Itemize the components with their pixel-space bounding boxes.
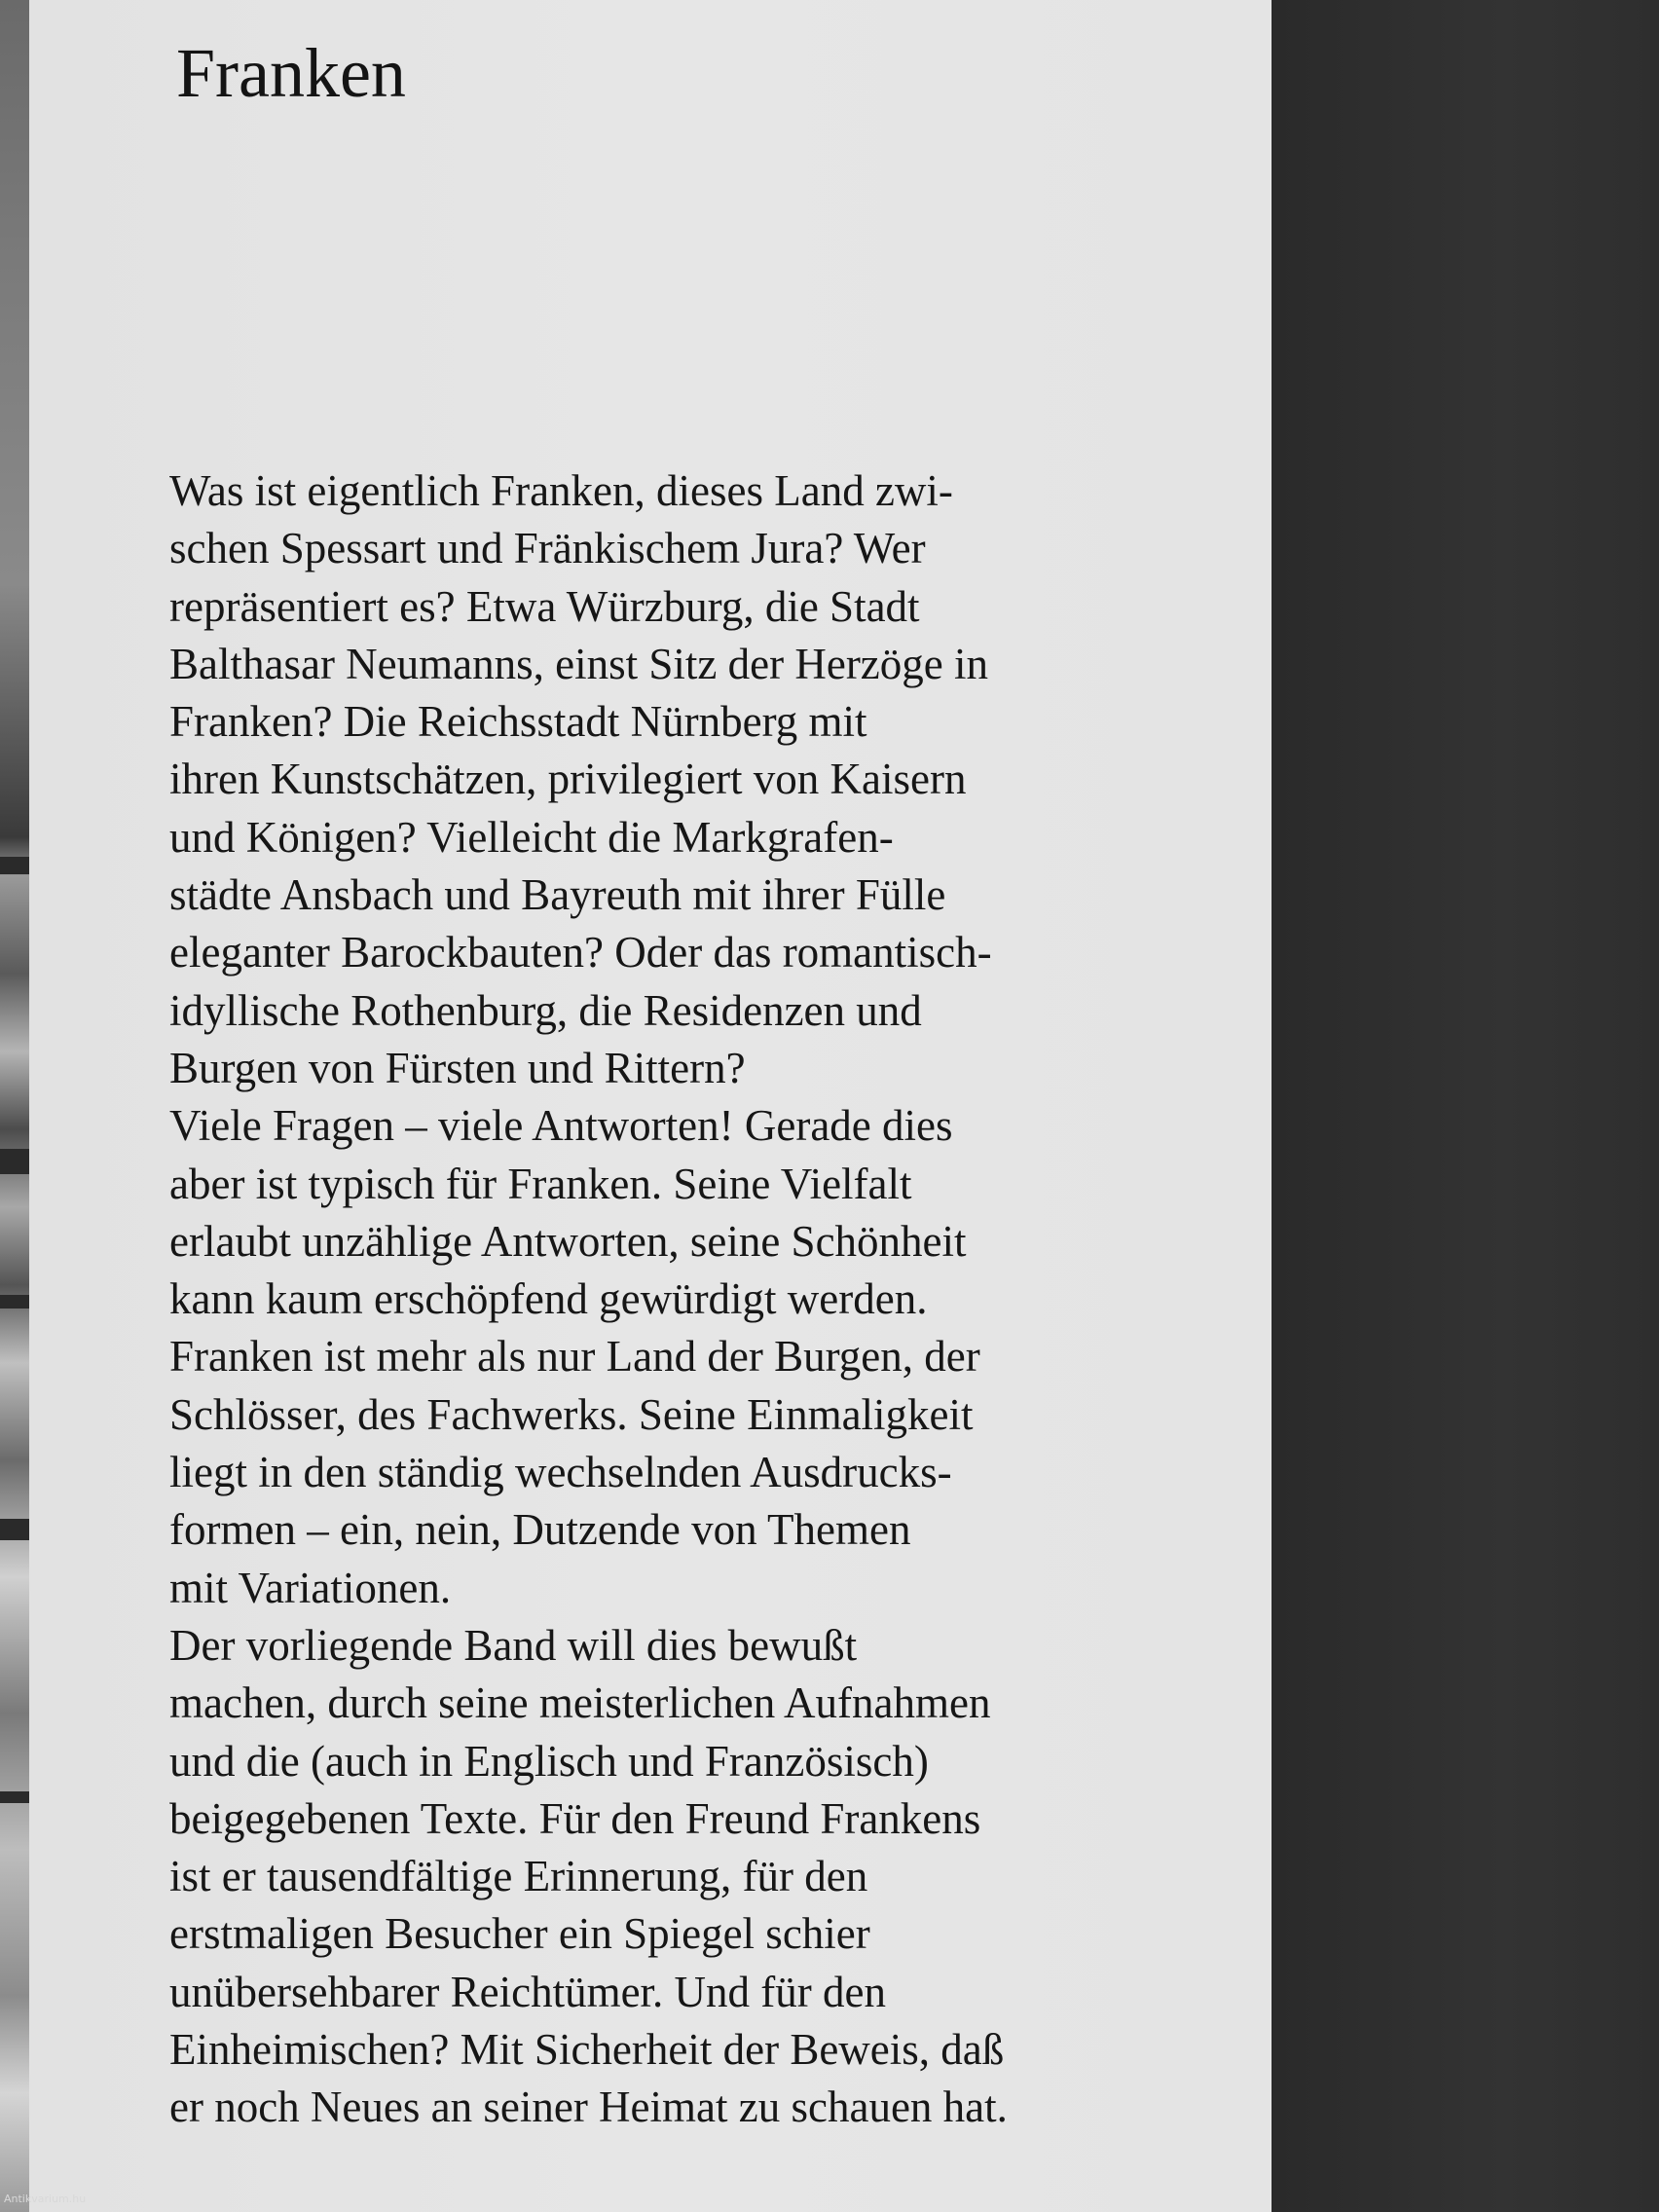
body-text-line: unübersehbarer Reichtümer. Und für den — [169, 1967, 886, 2016]
body-text-line: machen, durch seine meisterlichen Aufnahmen — [169, 1678, 991, 1728]
photo-strip-band — [0, 1791, 29, 1803]
body-text-line: Balthasar Neumanns, einst Sitz der Herzöge in — [169, 639, 989, 688]
body-text-line: liegt in den ständig wechselnden Ausdrucks- — [169, 1448, 952, 1497]
body-text-line: idyllische Rothenburg, die Residenzen und — [169, 985, 922, 1035]
body-text-line: Viele Fragen – viele Antworten! Gerade dies — [169, 1101, 953, 1151]
body-text-line: repräsentiert es? Etwa Würzburg, die Stadt — [169, 581, 920, 631]
body-text-line: er noch Neues an seiner Heimat zu schauen hat. — [169, 2083, 1008, 2132]
body-text-line: beigegebenen Texte. Für den Freund Frankens — [169, 1793, 981, 1843]
body-text-line: Einheimischen? Mit Sicherheit der Beweis, daß — [169, 2025, 1005, 2075]
photo-strip-band — [0, 1295, 29, 1309]
photo-strip-band — [0, 1149, 29, 1174]
body-text-line: ihren Kunstschätzen, privilegiert von Kaisern — [169, 755, 967, 804]
body-paragraphs — [169, 462, 1143, 2137]
photo-strip-band — [0, 857, 29, 874]
body-text-line: ist er tausendfältige Erinnerung, für den — [169, 1852, 868, 1901]
body-text-line: erlaubt unzählige Antworten, seine Schönheit — [169, 1216, 967, 1266]
body-text-line: mit Variationen. — [169, 1563, 452, 1612]
dark-background — [1272, 0, 1659, 2212]
body-text-line: Was ist eigentlich Franken, dieses Land zwi- — [169, 466, 953, 515]
watermark-text: Antikvarium.hu — [4, 2193, 87, 2205]
facing-page-photo-strip — [0, 0, 29, 2212]
photo-strip-band — [0, 1519, 29, 1540]
body-text-line: Der vorliegende Band will dies bewußt — [169, 1620, 858, 1670]
body-text-line: und die (auch in Englisch und Französisch) — [169, 1736, 929, 1786]
body-text-line: Franken? Die Reichsstadt Nürnberg mit — [169, 697, 867, 747]
body-text-line: Schlösser, des Fachwerks. Seine Einmaligkeit — [169, 1389, 974, 1439]
book-page — [29, 0, 1272, 2212]
body-text-line: erstmaligen Besucher ein Spiegel schier — [169, 1909, 870, 1959]
body-text-line: Franken ist mehr als nur Land der Burgen, der — [169, 1332, 980, 1382]
body-text-line: und Königen? Vielleicht die Markgrafen- — [169, 812, 894, 862]
body-text-line: kann kaum erschöpfend gewürdigt werden. — [169, 1274, 928, 1324]
page-title: Franken — [176, 34, 406, 112]
body-text-line: eleganter Barockbauten? Oder das romantisch- — [169, 928, 992, 977]
body-text-line: schen Spessart und Fränkischem Jura? Wer — [169, 524, 926, 573]
body-text-line: Burgen von Fürsten und Rittern? — [169, 1043, 746, 1092]
body-text-line: formen – ein, nein, Dutzende von Themen — [169, 1505, 911, 1555]
body-text-line: aber ist typisch für Franken. Seine Vielfalt — [169, 1159, 912, 1208]
body-text-line: städte Ansbach und Bayreuth mit ihrer Fülle — [169, 870, 946, 920]
